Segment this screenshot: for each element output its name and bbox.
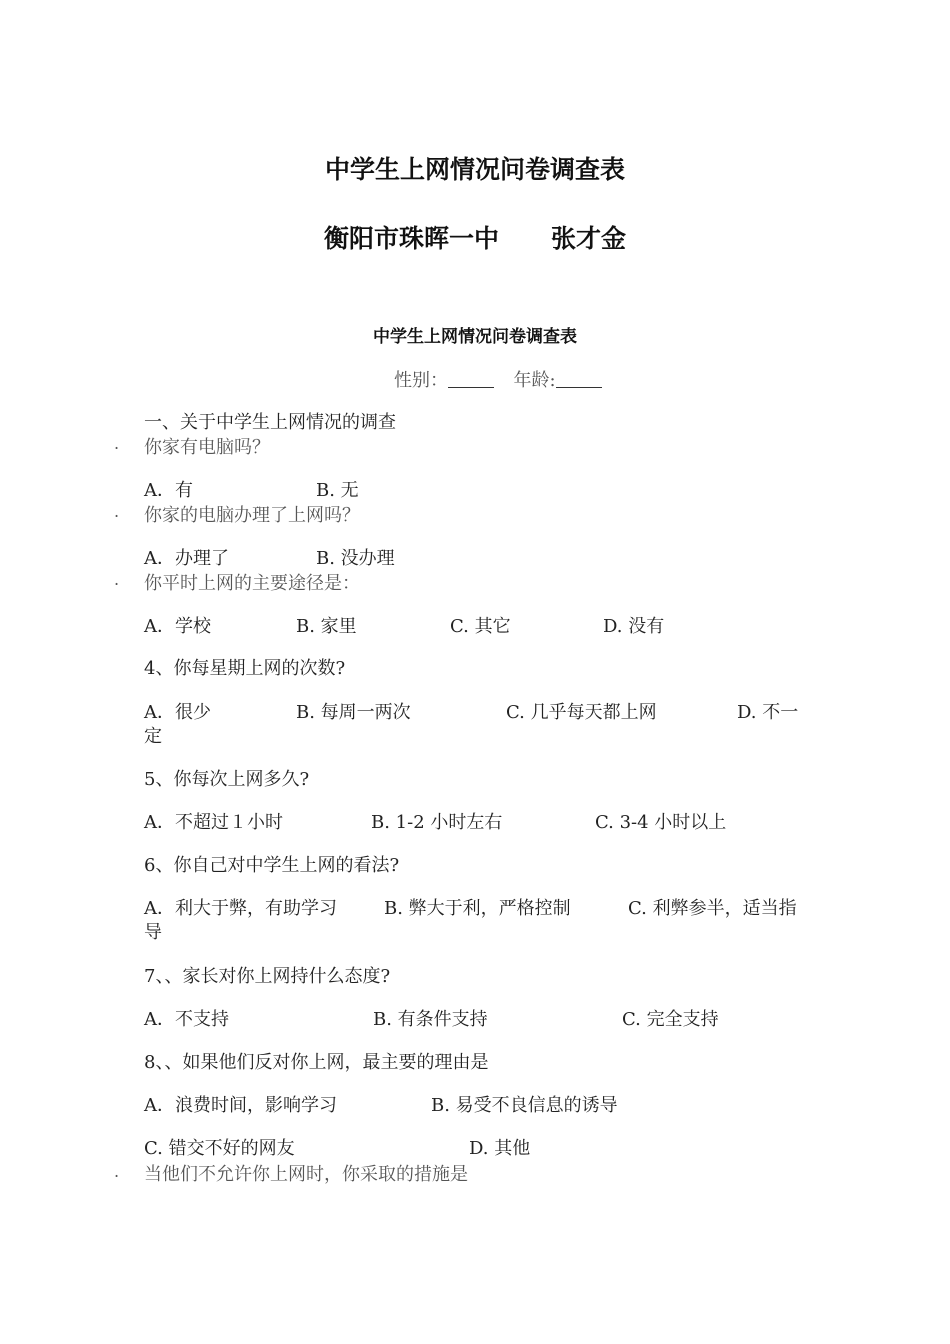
question-2: 你家的电脑办理了上网吗？	[144, 505, 360, 526]
q4-option-a: A．很少	[144, 702, 211, 723]
question-7: 7、、家长对你上网持什么态度?	[144, 966, 391, 987]
q6-option-a: A．利大于弊，有助学习	[144, 898, 337, 919]
list-bullet: .	[114, 1162, 120, 1181]
q4-option-d-wrap: 定	[144, 726, 162, 747]
q6-option-c: C. 利弊参半，适当指	[628, 898, 797, 919]
question-5: 5、你每次上网多久?	[144, 769, 310, 790]
q3-option-b: B. 家里	[296, 616, 357, 637]
q5-option-a: A．不超过１小时	[144, 812, 283, 833]
q4-option-d: D. 不一	[737, 702, 799, 723]
q6-option-c-wrap: 导	[144, 922, 162, 943]
q3-option-a: A．学校	[144, 616, 211, 637]
q4-option-c: C. 几乎每天都上网	[506, 702, 657, 723]
respondent-info	[394, 366, 602, 392]
q5-option-b: B. 1-2 小时左右	[371, 812, 503, 833]
q7-option-b: B. 有条件支持	[373, 1009, 488, 1030]
author-school: 衡阳市珠晖一中	[323, 224, 499, 253]
question-8: 8、、如果他们反对你上网，最主要的理由是	[144, 1052, 489, 1073]
age-label: 年龄:	[513, 370, 556, 391]
document-title: 中学生上网情况问卷调查表	[324, 155, 625, 184]
q7-option-a: A．不支持	[144, 1009, 229, 1030]
gender-label: 性别：	[394, 370, 448, 391]
q1-option-a: A．有	[144, 480, 193, 501]
q8-option-b: B. 易受不良信息的诱导	[431, 1095, 618, 1116]
age-blank[interactable]	[556, 371, 602, 388]
q3-option-d: D. 没有	[603, 616, 665, 637]
q2-option-a: A．办理了	[144, 548, 229, 569]
author-name: 张才金	[551, 224, 627, 253]
q6-option-b: B. 弊大于利，严格控制	[384, 898, 571, 919]
survey-title: 中学生上网情况问卷调查表	[373, 327, 577, 347]
q8-option-a: A．浪费时间，影响学习	[144, 1095, 337, 1116]
question-4: 4、你每星期上网的次数?	[144, 658, 346, 679]
q1-option-b: B. 无	[316, 480, 359, 501]
question-3: 你平时上网的主要途径是：	[144, 573, 360, 594]
q5-option-c: C. 3-4 小时以上	[595, 812, 727, 833]
question-1: 你家有电脑吗？	[144, 437, 270, 458]
gender-blank[interactable]	[448, 371, 494, 388]
q8-option-d: D. 其他	[469, 1138, 531, 1159]
section-heading: 一、关于中学生上网情况的调查	[144, 412, 396, 433]
list-bullet: .	[114, 570, 120, 589]
q7-option-c: C. 完全支持	[622, 1009, 719, 1030]
list-bullet: .	[114, 502, 120, 521]
list-bullet: .	[114, 434, 120, 453]
question-6: 6、你自己对中学生上网的看法?	[144, 855, 400, 876]
q3-option-c: C. 其它	[450, 616, 511, 637]
author-line	[0, 219, 950, 255]
q2-option-b: B. 没办理	[316, 548, 395, 569]
question-9: 当他们不允许你上网时，你采取的措施是	[144, 1164, 468, 1185]
q4-option-b: B. 每周一两次	[296, 702, 411, 723]
q8-option-c: C. 错交不好的网友	[144, 1138, 295, 1159]
